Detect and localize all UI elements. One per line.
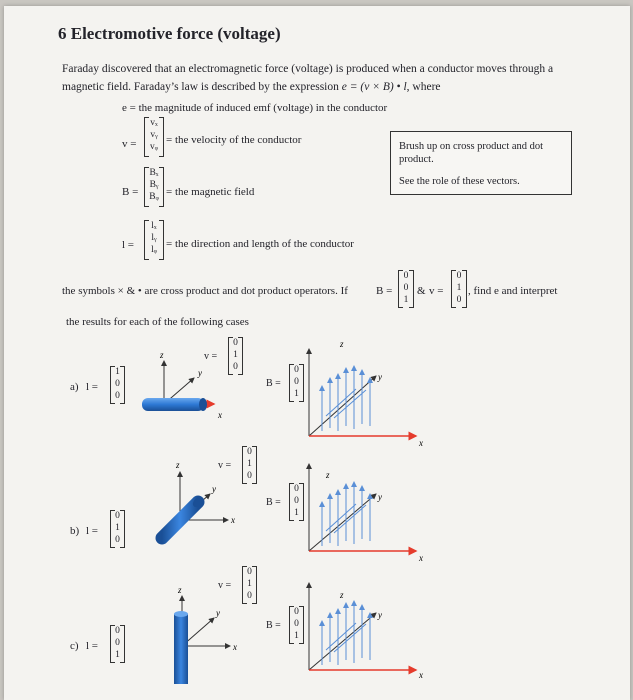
case-a-z-label: z	[160, 350, 164, 360]
case-a-x-label: x	[218, 410, 222, 420]
case-b-B-x: 0	[294, 484, 299, 494]
v-comp-x: vₓ	[150, 118, 158, 128]
given-v-y: 1	[456, 283, 462, 293]
case-c-x-label: x	[233, 642, 237, 652]
section-title: 6 Electromotive force (voltage)	[58, 24, 281, 43]
case-b-field-x-label: x	[419, 553, 423, 563]
instructions-line-1: the symbols × & • are cross product and dot product operators. If	[62, 285, 348, 297]
instructions-line-1-end: , find e and interpret	[468, 285, 558, 297]
case-c-conductor-top	[174, 611, 188, 617]
note-line-1: Brush up on cross product and dot product.	[399, 141, 544, 165]
case-b-field-z-label: z	[326, 470, 330, 480]
faraday-expression: e = (v × B) • l	[341, 81, 407, 93]
case-c-l-label: l =	[86, 640, 99, 652]
def-v-desc: = the velocity of the conductor	[166, 134, 302, 146]
case-c-field-x-label: x	[419, 670, 423, 680]
l-comp-y: lᵧ	[151, 233, 157, 243]
case-c-B-x: 0	[294, 607, 299, 617]
case-a-conductor-end	[199, 398, 207, 411]
case-a-l-y: 0	[115, 379, 120, 389]
case-b-l-label: l =	[86, 525, 99, 537]
case-b-field-y-label: y	[378, 492, 382, 502]
case-a-B-field-lines	[322, 366, 370, 431]
case-a-field-y-axis	[309, 376, 376, 436]
def-l-desc: = the direction and length of the conductor	[166, 238, 354, 250]
B-comp-y: Bᵧ	[149, 180, 159, 190]
case-c-field-y-axis	[309, 613, 376, 670]
case-a-v-x: 0	[233, 338, 238, 348]
case-b-z-label: z	[176, 460, 180, 470]
worksheet-page	[4, 6, 630, 700]
case-c-field-z-label: z	[340, 590, 344, 600]
case-b-field-y-axis	[309, 494, 376, 551]
case-a-v-y: 1	[233, 350, 238, 360]
case-b-v-z: 0	[247, 471, 252, 481]
case-b-label: b)	[70, 525, 80, 537]
case-c-v-x: 0	[247, 567, 252, 577]
case-b-v-label: v =	[218, 460, 232, 471]
case-a-B-x: 0	[294, 365, 299, 375]
def-l-label: l =	[122, 239, 135, 251]
def-B-label: B =	[122, 186, 139, 198]
given-v-x: 0	[456, 271, 462, 281]
case-a-field-z-label: z	[340, 339, 344, 349]
case-a-v-label: v =	[204, 351, 218, 362]
case-c-conductor-rod	[174, 614, 188, 684]
case-c-v-matrix	[242, 566, 257, 604]
case-a-y-label: y	[198, 368, 202, 378]
case-c-B-z: 1	[294, 631, 299, 641]
v-comp-y: vᵧ	[150, 130, 158, 140]
case-c-l-y: 0	[115, 638, 120, 648]
case-c-label: c)	[70, 640, 79, 652]
case-b-B-y: 0	[294, 496, 299, 506]
case-b-conductor-axes	[162, 460, 235, 538]
given-B-x: 0	[403, 271, 409, 281]
case-b-field-diagram	[309, 464, 423, 563]
case-a-B-z: 1	[294, 389, 299, 399]
case-a-field-diagram	[309, 339, 423, 448]
case-b-l-x: 0	[115, 511, 120, 521]
given-B-y: 0	[403, 283, 409, 293]
case-a-field-y-label: y	[378, 372, 382, 382]
case-a-l-x: 1	[115, 367, 120, 377]
def-B-desc: = the magnetic field	[166, 186, 255, 198]
case-c-l-x: 0	[115, 626, 120, 636]
amp-symbol: &	[417, 285, 426, 297]
case-a-conductor-axes	[142, 350, 222, 420]
case-a-B-y: 0	[294, 377, 299, 387]
case-b-l-z: 0	[115, 535, 120, 545]
case-b-B-matrix	[289, 483, 304, 521]
case-c-z-label: z	[178, 585, 182, 595]
case-c-field-diagram	[309, 583, 423, 680]
case-c-l-z: 1	[115, 650, 120, 660]
case-c-v-label: v =	[218, 580, 232, 591]
case-a-l-label: l =	[86, 381, 99, 393]
case-b-x-label: x	[231, 515, 235, 525]
case-a-field-x-label: x	[419, 438, 423, 448]
case-b-v-x: 0	[247, 447, 252, 457]
def-v-label: v =	[122, 138, 137, 150]
case-a-label: a)	[70, 381, 79, 393]
case-c-B-label: B =	[266, 620, 281, 631]
intro-line-2-end: , where	[406, 81, 441, 93]
diagrams-layer	[4, 6, 630, 700]
case-c-y-label: y	[216, 608, 220, 618]
case-c-B-matrix	[289, 606, 304, 644]
given-B-label: B =	[376, 285, 393, 297]
case-b-y-label: y	[212, 484, 216, 494]
case-c-l-matrix	[110, 625, 125, 663]
case-c-B-y: 0	[294, 619, 299, 629]
v-comp-z: vᵩ	[150, 142, 158, 152]
case-b-l-y: 1	[115, 523, 120, 533]
case-b-v-y: 1	[247, 459, 252, 469]
B-comp-x: Bₓ	[149, 168, 159, 178]
intro-line-2-text: magnetic field. Faraday’s law is described by the expression	[62, 81, 339, 93]
case-a-v-z: 0	[233, 362, 238, 372]
case-c-B-field-lines	[322, 601, 370, 665]
instructions-line-2: the results for each of the following cases	[66, 316, 249, 328]
case-a-B-label: B =	[266, 378, 281, 389]
note-line-2: See the role of these vectors.	[399, 176, 520, 187]
def-emf: e = the magnitude of induced emf (voltage) in the conductor	[122, 102, 388, 114]
case-c-conductor-axes	[174, 585, 237, 684]
case-b-B-label: B =	[266, 497, 281, 508]
case-b-B-field-lines	[322, 482, 370, 546]
case-b-l-matrix	[110, 510, 125, 548]
B-comp-z: Bᵩ	[149, 192, 159, 202]
given-v-label: v =	[429, 285, 444, 297]
case-a-conductor-rod	[142, 398, 204, 411]
case-b-v-matrix	[242, 446, 257, 484]
case-c-v-z: 0	[247, 591, 252, 601]
case-a-l-z: 0	[115, 391, 120, 401]
case-b-B-z: 1	[294, 508, 299, 518]
case-c-v-y: 1	[247, 579, 252, 589]
l-comp-z: lᵩ	[151, 245, 157, 255]
case-c-field-y-label: y	[378, 610, 382, 620]
given-B-z: 1	[403, 295, 409, 305]
intro-line-1: Faraday discovered that an electromagnetic force (voltage) is produced when a conductor moves through a	[62, 63, 554, 75]
given-v-z: 0	[456, 295, 462, 305]
l-comp-x: lₓ	[151, 221, 157, 231]
